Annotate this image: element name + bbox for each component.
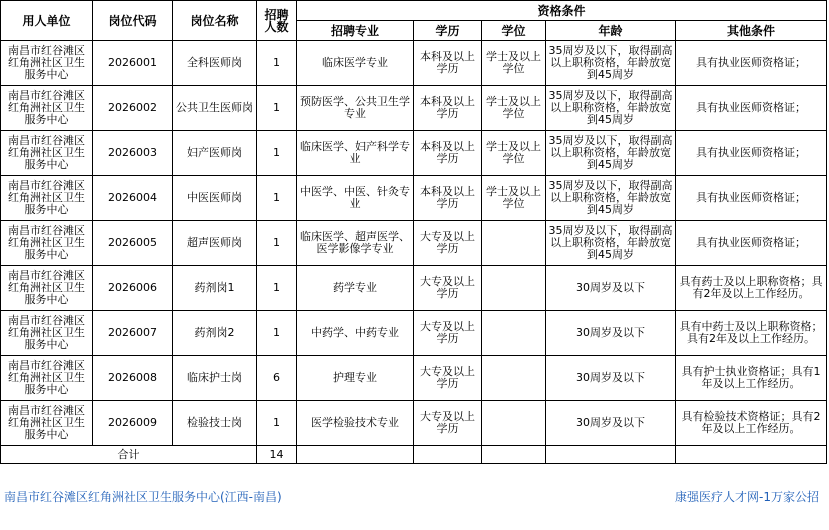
cell-major: 中药学、中药专业 xyxy=(297,311,414,356)
total-empty xyxy=(546,446,676,464)
cell-major: 临床医学、妇产科学专业 xyxy=(297,131,414,176)
cell-education: 大专及以上学历 xyxy=(414,356,482,401)
cell-other: 具有中药士及以上职称资格；具有2年及以上工作经历。 xyxy=(676,311,827,356)
cell-degree: 学士及以上学位 xyxy=(482,41,546,86)
header-education: 学历 xyxy=(414,21,482,41)
cell-education: 大专及以上学历 xyxy=(414,311,482,356)
cell-code: 2026004 xyxy=(93,176,173,221)
cell-count: 1 xyxy=(257,176,297,221)
cell-major: 药学专业 xyxy=(297,266,414,311)
table-row xyxy=(1,176,827,221)
cell-code: 2026008 xyxy=(93,356,173,401)
cell-other: 具有执业医师资格证； xyxy=(676,86,827,131)
table-row xyxy=(1,356,827,401)
footer-watermark: 康强医疗人才网-1万家公招 xyxy=(675,490,819,504)
cell-degree: 学士及以上学位 xyxy=(482,176,546,221)
footer-source: 南昌市红谷滩区红角洲社区卫生服务中心(江西-南昌) xyxy=(4,490,282,504)
cell-unit: 南昌市红谷滩区红角洲社区卫生服务中心 xyxy=(1,221,93,266)
cell-other: 具有检验技术资格证；具有2年及以上工作经历。 xyxy=(676,401,827,446)
cell-age: 35周岁及以下，取得副高以上职称资格，年龄放宽到45周岁 xyxy=(546,221,676,266)
cell-unit: 南昌市红谷滩区红角洲社区卫生服务中心 xyxy=(1,176,93,221)
cell-degree xyxy=(482,311,546,356)
header-count: 招聘人数 xyxy=(257,1,297,41)
cell-code: 2026007 xyxy=(93,311,173,356)
cell-age: 35周岁及以下，取得副高以上职称资格，年龄放宽到45周岁 xyxy=(546,131,676,176)
header-age: 年龄 xyxy=(546,21,676,41)
cell-unit: 南昌市红谷滩区红角洲社区卫生服务中心 xyxy=(1,131,93,176)
total-empty xyxy=(414,446,482,464)
table-row xyxy=(1,401,827,446)
cell-count: 1 xyxy=(257,86,297,131)
cell-post: 药剂岗2 xyxy=(173,311,257,356)
cell-degree xyxy=(482,221,546,266)
cell-unit: 南昌市红谷滩区红角洲社区卫生服务中心 xyxy=(1,41,93,86)
cell-other: 具有执业医师资格证； xyxy=(676,176,827,221)
cell-major: 医学检验技术专业 xyxy=(297,401,414,446)
cell-other: 具有执业医师资格证； xyxy=(676,41,827,86)
header-unit: 用人单位 xyxy=(1,1,93,41)
cell-other: 具有护士执业资格证；具有1年及以上工作经历。 xyxy=(676,356,827,401)
cell-unit: 南昌市红谷滩区红角洲社区卫生服务中心 xyxy=(1,311,93,356)
cell-code: 2026002 xyxy=(93,86,173,131)
total-empty xyxy=(297,446,414,464)
header-row-1 xyxy=(1,1,827,21)
cell-major: 临床医学专业 xyxy=(297,41,414,86)
header-major: 招聘专业 xyxy=(297,21,414,41)
cell-unit: 南昌市红谷滩区红角洲社区卫生服务中心 xyxy=(1,266,93,311)
cell-major: 护理专业 xyxy=(297,356,414,401)
cell-degree xyxy=(482,401,546,446)
table-row xyxy=(1,221,827,266)
cell-education: 本科及以上学历 xyxy=(414,41,482,86)
cell-major: 中医学、中医、针灸专业 xyxy=(297,176,414,221)
total-row xyxy=(1,446,827,464)
cell-post: 中医医师岗 xyxy=(173,176,257,221)
cell-education: 本科及以上学历 xyxy=(414,131,482,176)
cell-code: 2026005 xyxy=(93,221,173,266)
cell-other: 具有执业医师资格证； xyxy=(676,221,827,266)
total-label: 合计 xyxy=(1,446,257,464)
cell-unit: 南昌市红谷滩区红角洲社区卫生服务中心 xyxy=(1,86,93,131)
table-row xyxy=(1,131,827,176)
cell-unit: 南昌市红谷滩区红角洲社区卫生服务中心 xyxy=(1,401,93,446)
cell-education: 大专及以上学历 xyxy=(414,401,482,446)
cell-degree xyxy=(482,356,546,401)
cell-post: 妇产医师岗 xyxy=(173,131,257,176)
total-empty xyxy=(482,446,546,464)
cell-education: 本科及以上学历 xyxy=(414,86,482,131)
cell-age: 35周岁及以下，取得副高以上职称资格，年龄放宽到45周岁 xyxy=(546,41,676,86)
header-code: 岗位代码 xyxy=(93,1,173,41)
cell-major: 预防医学、公共卫生学专业 xyxy=(297,86,414,131)
cell-code: 2026009 xyxy=(93,401,173,446)
total-count: 14 xyxy=(257,446,297,464)
cell-education: 大专及以上学历 xyxy=(414,266,482,311)
cell-age: 30周岁及以下 xyxy=(546,401,676,446)
header-post: 岗位名称 xyxy=(173,1,257,41)
cell-post: 公共卫生医师岗 xyxy=(173,86,257,131)
table-row xyxy=(1,266,827,311)
cell-post: 全科医师岗 xyxy=(173,41,257,86)
cell-count: 6 xyxy=(257,356,297,401)
header-other: 其他条件 xyxy=(676,21,827,41)
cell-age: 35周岁及以下，取得副高以上职称资格，年龄放宽到45周岁 xyxy=(546,86,676,131)
table-row xyxy=(1,41,827,86)
header-degree: 学位 xyxy=(482,21,546,41)
cell-age: 30周岁及以下 xyxy=(546,356,676,401)
cell-unit: 南昌市红谷滩区红角洲社区卫生服务中心 xyxy=(1,356,93,401)
cell-count: 1 xyxy=(257,41,297,86)
table-body xyxy=(1,41,827,446)
cell-count: 1 xyxy=(257,401,297,446)
cell-degree xyxy=(482,266,546,311)
cell-code: 2026006 xyxy=(93,266,173,311)
cell-other: 具有执业医师资格证； xyxy=(676,131,827,176)
table-row xyxy=(1,86,827,131)
cell-age: 35周岁及以下，取得副高以上职称资格，年龄放宽到45周岁 xyxy=(546,176,676,221)
cell-count: 1 xyxy=(257,311,297,356)
cell-post: 临床护士岗 xyxy=(173,356,257,401)
cell-education: 本科及以上学历 xyxy=(414,176,482,221)
cell-age: 30周岁及以下 xyxy=(546,266,676,311)
cell-major: 临床医学、超声医学、医学影像学专业 xyxy=(297,221,414,266)
cell-degree: 学士及以上学位 xyxy=(482,86,546,131)
cell-education: 大专及以上学历 xyxy=(414,221,482,266)
cell-post: 检验技士岗 xyxy=(173,401,257,446)
table-row xyxy=(1,311,827,356)
total-empty xyxy=(676,446,827,464)
cell-post: 超声医师岗 xyxy=(173,221,257,266)
cell-age: 30周岁及以下 xyxy=(546,311,676,356)
header-qualifications: 资格条件 xyxy=(297,1,827,21)
cell-count: 1 xyxy=(257,131,297,176)
cell-code: 2026001 xyxy=(93,41,173,86)
cell-post: 药剂岗1 xyxy=(173,266,257,311)
cell-count: 1 xyxy=(257,266,297,311)
cell-other: 具有药士及以上职称资格；具有2年及以上工作经历。 xyxy=(676,266,827,311)
cell-count: 1 xyxy=(257,221,297,266)
cell-degree: 学士及以上学位 xyxy=(482,131,546,176)
cell-code: 2026003 xyxy=(93,131,173,176)
